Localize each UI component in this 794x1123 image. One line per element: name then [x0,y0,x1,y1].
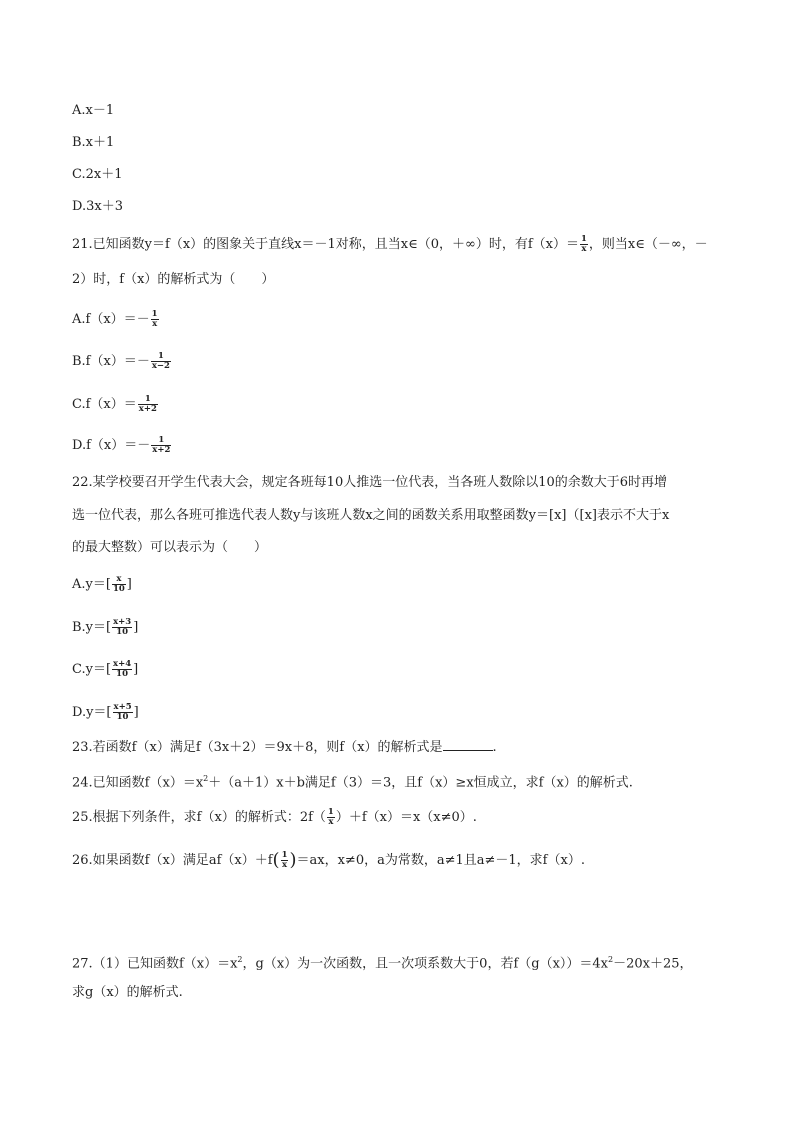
fraction: $\frac{1}{x}$ [580,234,587,254]
q22-option-c: C.y＝[ $\frac{x+4}{10}$ ] [72,659,139,679]
q21-option-a: A.f（x）＝－ $\frac{1}{x}$ [72,309,158,329]
q22-stem-line1: 22.某学校要召开学生代表大会，规定各班每10人推选一位代表，当各班人数除以10的余数大于6时再增 [72,475,668,490]
q22-stem-line2: 选一位代表，那么各班可推选代表人数y与该班人数x之间的函数关系用取整函数y＝[x]（[x]表示不大于x [72,508,670,523]
q22-option-b: B.y＝[ $\frac{x+3}{10}$ ] [72,617,139,637]
q21-option-c: C.f（x）＝ $\frac{1}{x+2}$ [72,394,157,414]
answer-blank [443,738,493,751]
q24-stem: 24.已知函数$f(x)=x^2+(a+1)x+b$满足f（3）＝3，且f（x）≥x恒成立，求f（x）的解析式. [72,774,633,791]
q27-stem-line1: 27.（1）已知函数$f(x)=x^2$，g（x）为一次函数，且一次项系数大于0，若$f(g(x))=4x^2-20x+25$， [72,955,693,972]
q21-stem-line1: 21.已知函数y＝f（x）的图象关于直线x＝－1对称，且当x∈（0，＋∞）时，有f（x）＝ $\frac{1}{x}$ ，则当x∈（－∞，－ [72,234,708,254]
q21-option-b: B.f（x）＝－ $\frac{1}{x-2}$ [72,351,170,371]
q22-stem-line3: 的最大整数）可以表示为（ ） [72,540,268,555]
q27-stem-line2: 求g（x）的解析式. [72,985,183,1000]
q21-stem-line2: 2）时，f（x）的解析式为（ ） [72,272,275,287]
q20-option-c: C.2x＋1 [72,167,123,182]
q26-stem: 26.如果函数f（x）满足af（x）＋f( $\frac{1}{x}$ )＝ax，x≠0，a为常数，a≠1且a≠－1，求f（x）. [72,849,585,871]
q20-option-a: A.x－1 [72,103,115,118]
q22-option-d: D.y＝[ $\frac{x+5}{10}$ ] [72,702,139,722]
q21-option-d: D.f（x）＝－ $\frac{1}{x+2}$ [72,435,171,455]
q20-option-b: B.x＋1 [72,135,115,150]
q23-stem: 23.若函数f（x）满足f（3x＋2）＝9x＋8，则f（x）的解析式是 . [72,740,497,755]
q25-stem: 25.根据下列条件，求f（x）的解析式：2f（ $\frac{1}{x}$ ）＋f（x）＝x（x≠0）. [72,807,477,827]
q20-option-d: D.3x＋3 [72,199,123,214]
q22-option-a: A.y＝[ $\frac{x}{10}$ ] [72,574,132,594]
